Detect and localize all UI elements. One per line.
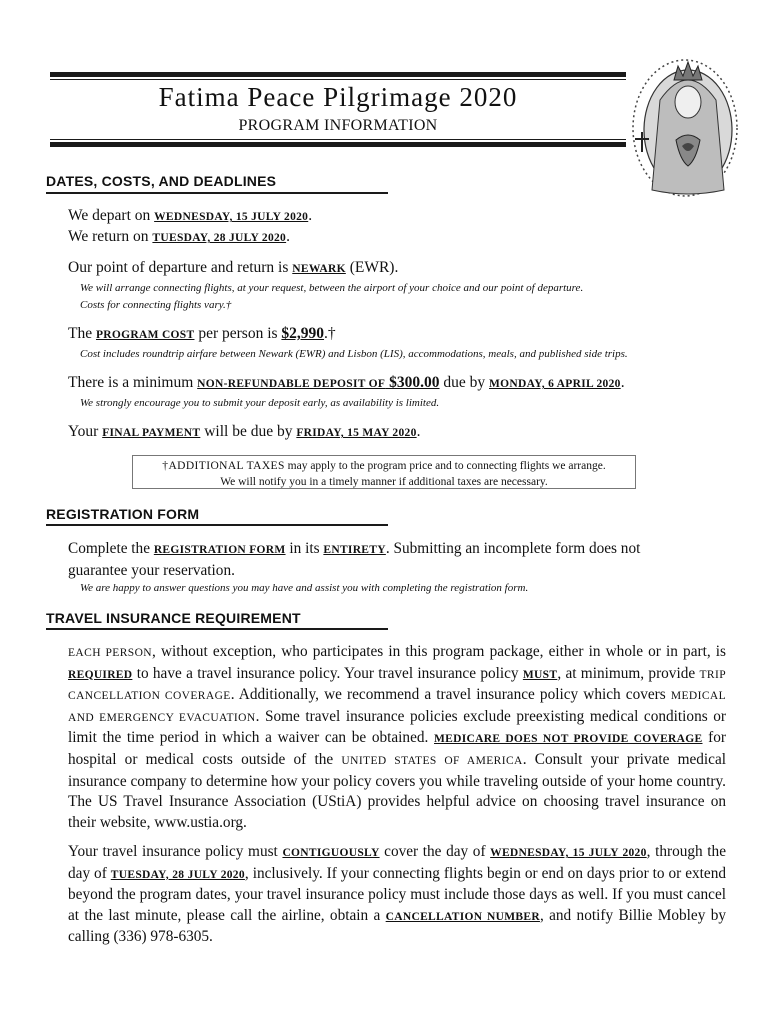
page-subtitle: PROGRAM INFORMATION (238, 117, 438, 134)
deposit-label: NON-REFUNDABLE DEPOSIT OF (197, 378, 386, 390)
return-date: TUESDAY, 28 JULY 2020 (152, 232, 287, 244)
section-rule-dates (46, 192, 388, 194)
header-top-rule-thin (50, 79, 626, 80)
registration-note: We are happy to answer questions you may have and assist you with completing the registration form. (80, 582, 529, 594)
registration-paragraph: Complete the REGISTRATION FORM in its ENTIRETY. Submitting an incomplete form does not guarantee your reservation. (68, 540, 641, 579)
departure-city: NEWARK (292, 263, 346, 275)
cost-line: The PROGRAM COST per person is $2,990.† (68, 325, 336, 342)
cost-value: $2,990 (281, 325, 325, 342)
cost-note: Cost includes roundtrip airfare between Newark (EWR) and Lisbon (LIS), accommodations, meals, and published side trips. (80, 348, 628, 360)
final-payment-date: FRIDAY, 15 MAY 2020 (296, 427, 417, 439)
deposit-date: MONDAY, 6 APRIL 2020 (489, 378, 621, 390)
section-rule-registration (46, 524, 388, 526)
tax-line-1: †ADDITIONAL TAXES may apply to the program price and to connecting flights we arrange. (162, 460, 606, 472)
section-rule-insurance (46, 628, 388, 630)
deposit-line: There is a minimum NON-REFUNDABLE DEPOSIT OF $300.00 due by MONDAY, 6 APRIL 2020. (68, 374, 625, 391)
final-payment-line: Your FINAL PAYMENT will be due by FRIDAY, 15 MAY 2020. (68, 423, 421, 440)
registration-form-link: REGISTRATION FORM (153, 544, 286, 556)
tax-notice-box (132, 455, 636, 489)
connect-note-2: Costs for connecting flights vary.† (80, 299, 232, 311)
insurance-paragraph-1: EACH PERSON, without exception, who participates in this program package, either in whole or in part, is REQUIRED to have a travel insurance policy. Your travel insurance policy MUST, at minimum, provide TRIP CANCELLATION COVERAGE. Additionally, we recommend a travel insurance policy which covers MEDICAL AND EMERGENCY EVACUATION. Some travel insurance policies exclude preexisting medical conditions or limit the time period in which a waiver can be obtained. MEDICARE DOES NOT PROVIDE COVERAGE for hospital or medical costs outside of the UNITED STATES OF AMERICA. Consult your private medical insurance company to determine how your policy covers you while traveling outside of your home country. The US Travel Insurance Association (UStiA) provides helpful advice on choosing travel insurance on their website, www.ustia.org. (68, 643, 727, 831)
cancellation-number-label: CANCELLATION NUMBER (385, 910, 540, 923)
header-bottom-rule (50, 142, 626, 147)
deposit-note: We strongly encourage you to submit your deposit early, as availability is limited. (80, 397, 440, 409)
madonna-medallion-icon (620, 40, 740, 200)
connect-note-1: We will arrange connecting flights, at your request, between the airport of your choice and our point of departure. (80, 282, 584, 294)
final-payment-label: FINAL PAYMENT (102, 427, 201, 439)
header-top-rule (50, 72, 626, 77)
cost-label: PROGRAM COST (95, 329, 195, 341)
section-heading-registration: REGISTRATION FORM (46, 506, 200, 522)
return-line: We return on TUESDAY, 28 JULY 2020. (68, 228, 290, 245)
header-bottom-rule-thin (50, 139, 626, 140)
tax-line-2: We will notify you in a timely manner if additional taxes are necessary. (220, 476, 548, 488)
deposit-value: $300.00 (385, 374, 440, 391)
page-title: Fatima Peace Pilgrimage 2020 (158, 82, 518, 112)
depart-date: WEDNESDAY, 15 JULY 2020 (154, 211, 309, 223)
insurance-paragraph-2: Your travel insurance policy must CONTIGUOUSLY cover the day of WEDNESDAY, 15 JULY 2020, through the day of TUESDAY, 28 JULY 2020, inclusively. If your connecting flights begin or end on days prior to or extend beyond the program dates, your travel insurance policy must include those days as well. If you must cancel at the last minute, please call the airline, obtain a CANCELLATION NUMBER, and notify Billie Mobley by calling (336) 978-6305. (68, 843, 727, 946)
section-heading-dates: DATES, COSTS, AND DEADLINES (46, 173, 277, 189)
section-heading-insurance: TRAVEL INSURANCE REQUIREMENT (46, 610, 301, 626)
depart-line: We depart on WEDNESDAY, 15 JULY 2020. (68, 207, 313, 224)
departure-city-line: Our point of departure and return is NEWARK (EWR). (68, 259, 399, 276)
